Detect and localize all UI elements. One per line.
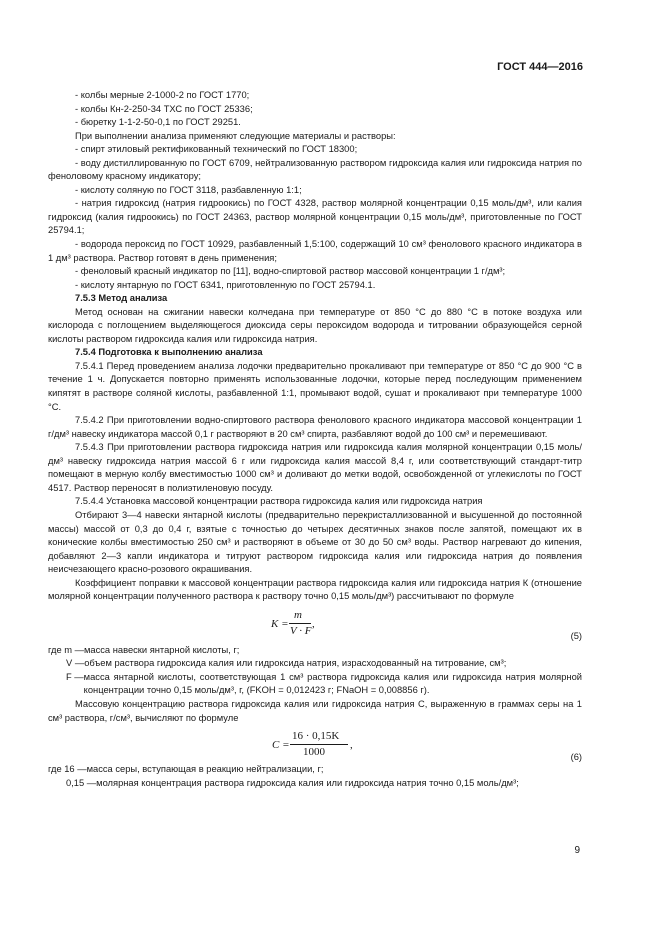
paragraph: Коэффициент поправки к массовой концентрации раствора гидроксида калия или гидроксида натрия К (отношение молярной концентрации полученного раствора к раствору точно 0,15 моль/дм³) рассчитывают по формуле [48,577,582,602]
definition-text: молярная концентрация раствора гидроксида калия или гидроксида натрия точно 0,15 моль/дм³; [96,777,519,788]
fraction-line [290,744,348,745]
list-item: - водорода пероксид по ГОСТ 10929, разбавленный 1,5:100, содержащий 10 см³ фенолового красного индикатора в 1 дм³ раствора. Раствор готовят в день применения; [48,239,582,263]
paragraph: 7.5.4.1 Перед проведением анализа лодочки предварительно прокаливают при температуре от 850 °С до 900 °С в течение 1 ч. Допускается повторно применять использованные лодочки, которые перед последующим применением кипятят в растворе соляной кислоты, разбавленной 1:1, промывают водой, сушат и прокаливают при температуре 1000 °С. [48,360,582,412]
page-number: 9 [574,845,580,856]
definition-item [48,777,582,791]
definition-label: 0,15 — [66,777,97,788]
formula-tail: , [312,617,315,630]
definition-text: масса навески янтарной кислоты, г; [83,644,240,655]
paragraph: Отбирают 3—4 навески янтарной кислоты (предварительно перекристаллизованной и высушенной до постоянной массы) массой от 0,3 до 0,4 г, взятые с точностью до четырех десятичных знаков после запятой, помещают их в конические колбы вместимостью 250 см³ и растворяют в объеме от 30 до 50 см³ воды. Раствор нагревают до кипения, добавляют 2—3 капли индикатора и титруют раствором гидроксида калия или гидроксида натрия до появления неисчезающего красно-розового окрашивания. [48,509,582,575]
definition-item [48,644,582,658]
list-item: - бюретку 1-1-2-50-0,1 по ГОСТ 29251. [75,117,241,128]
formula-6 [48,725,582,763]
paragraph: При выполнении анализа применяют следующие материалы и растворы: [75,130,396,141]
definition-item [48,763,582,777]
definition-text: масса янтарной кислоты, соответствующая 1 см³ раствора гидроксида калия или гидроксида натрия молярной концентрации точно 0,15 моль/дм³, г, (FKOH = 0,012423 г; FNaOH = 0,008856 г). [83,671,582,696]
definition-text: объем раствора гидроксида калия или гидроксида натрия, израсходованный на титрование, см³; [84,658,507,669]
definition-label: F — [66,671,84,682]
definitions-5 [48,644,582,698]
formula-tail: , [350,739,353,752]
formula-denominator: V · F [290,624,312,637]
document-body [48,89,582,790]
list-item: - спирт этиловый ректификованный технический по ГОСТ 18300; [75,144,358,155]
fraction-line [289,623,311,624]
paragraph: Метод основан на сжигании навески колчедана при температуре от 850 °С до 880 °С в потоке воздуха или кислорода с поглощением выделяющегося диоксида серы пероксидом водорода и титровании образующейся серной кислоты раствором гидроксида калия или гидроксида натрия. [48,306,582,344]
formula-5 [48,604,582,644]
document-header: ГОСТ 444—2016 [497,61,583,73]
section-heading: 7.5.4 Подготовка к выполнению анализа [75,347,263,358]
list-item: - колбы Кн-2-250-34 ТХС по ГОСТ 25336; [75,103,253,114]
definitions-6 [48,763,582,790]
formula-denominator: 1000 [303,746,325,759]
list-item: - натрия гидроксид (натрия гидроокись) по ГОСТ 4328, раствор молярной концентрации 0,15 моль/дм³, или калия гидроксид (калия гидроокись) по ГОСТ 24363, раствор молярной концентрации 0,15 моль/дм³, приготовленные по ГОСТ 25794.1; [48,198,582,236]
definition-item [48,671,582,698]
paragraph: 7.5.4.3 При приготовлении раствора гидроксида натрия или гидроксида калия молярной концентрации 0,15 моль/дм³ навеску гидроксида натрия массой 6 г или гидроксида калия массой 8,4 г, или соответствующий стандарт-титр помещают в мерную колбу вместимостью 1000 см³ и доливают до метки водой, освобожденной от углекислоты по ГОСТ 4517. Раствор переносят в полиэтиленовую посуду. [48,442,582,493]
list-item: - феноловый красный индикатор по [11], водно-спиртовой раствор массовой концентрации 1 г/дм³; [75,266,506,277]
definition-text: масса серы, вступающая в реакцию нейтрализации, г; [86,764,324,775]
paragraph: 7.5.4.2 При приготовлении водно-спиртового раствора фенолового красного индикатора массовой концентрации 1 г/дм³ навеску индикатора массой 0,1 г растворяют в 20 см³ спирта, разбавляют водой до 100 см³ и перемешивают. [48,415,582,439]
formula-numerator: m [294,608,302,621]
list-item: - колбы мерные 2-1000-2 по ГОСТ 1770; [75,90,250,100]
list-item: - воду дистиллированную по ГОСТ 6709, нейтрализованную раствором гидроксида калия или гидроксида натрия по феноловому красному индикатору; [48,157,582,182]
definition-label: V — [66,658,85,669]
formula-number: (5) [570,630,582,641]
formula-lhs: K = [271,617,289,630]
list-item: - кислоту янтарную по ГОСТ 6341, приготовленную по ГОСТ 25794.1. [75,279,376,290]
formula-numerator: 16 · 0,15K [292,730,340,743]
paragraph: Массовую концентрацию раствора гидроксида калия или гидроксида натрия С, выраженную в граммах серы на 1 см³ раствора, г/см³, вычисляют по формуле [48,698,582,723]
definition-item [48,657,582,671]
paragraph: 7.5.4.4 Установка массовой концентрации раствора гидроксида калия или гидроксида натрия [75,496,483,507]
formula-number: (6) [570,752,582,763]
section-heading: 7.5.3 Метод анализа [75,293,168,304]
list-item: - кислоту соляную по ГОСТ 3118, разбавленную 1:1; [75,184,302,195]
definition-label: где m — [48,644,84,655]
formula-lhs: C = [272,739,290,752]
definition-label: где 16 — [48,764,87,775]
